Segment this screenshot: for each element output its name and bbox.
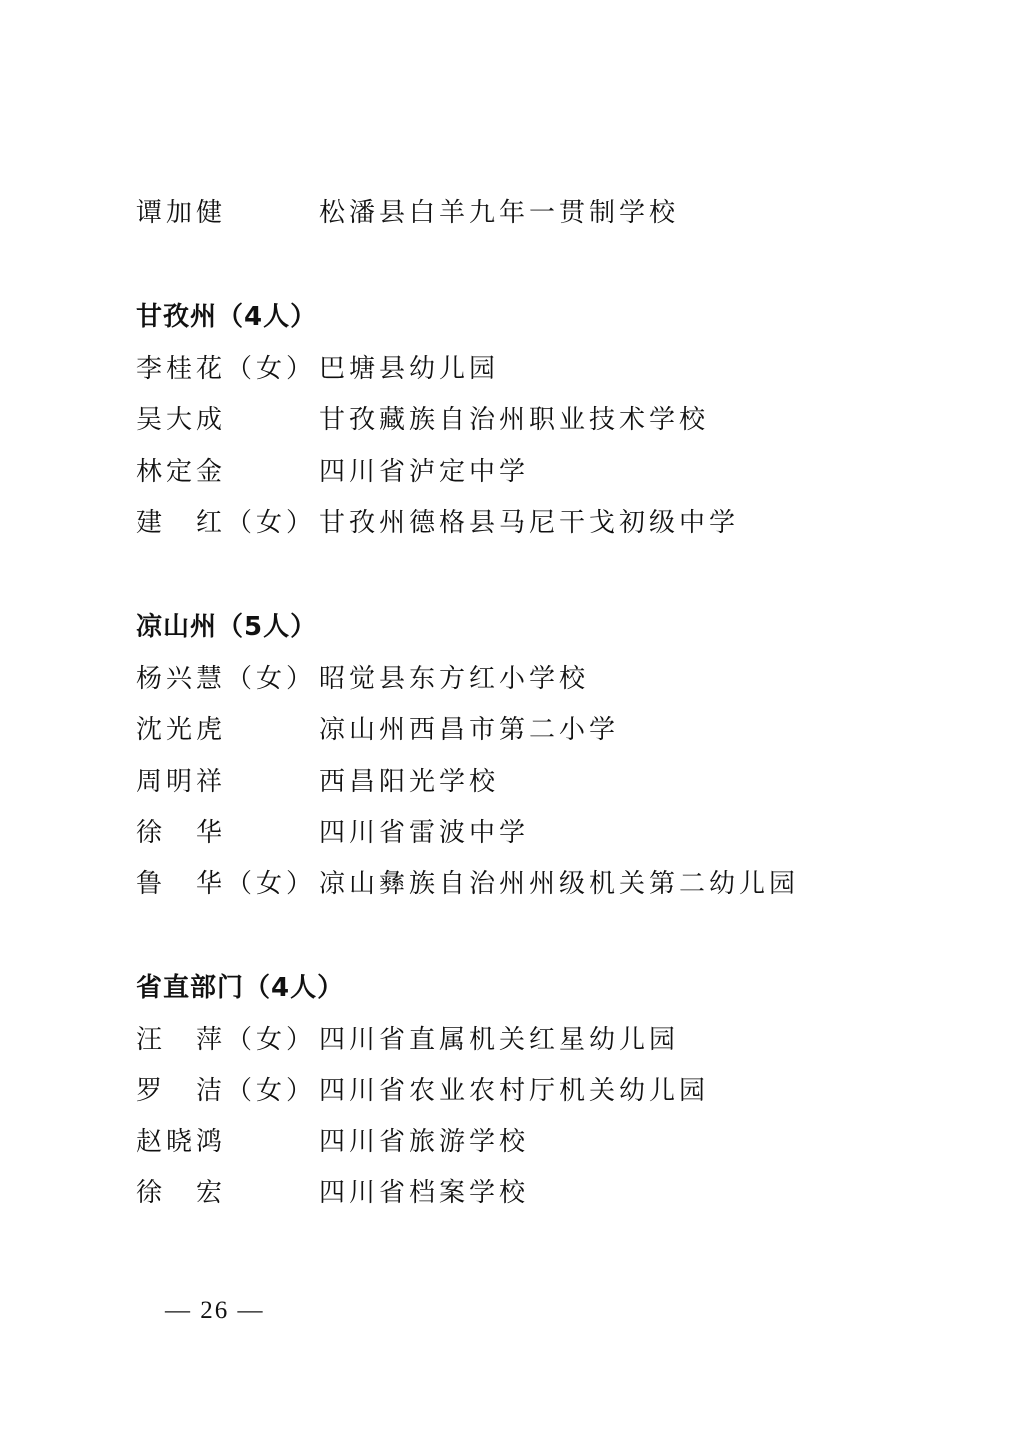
awardee-organization: 四川省泸定中学 — [319, 457, 530, 487]
awardee-organization: 四川省农业农村厅机关幼儿园 — [319, 1076, 710, 1106]
awardee-name: 谭加健 — [136, 198, 227, 228]
awardee-name: 杨兴慧（女） — [136, 664, 317, 694]
awardee-organization: 甘孜藏族自治州职业技术学校 — [319, 405, 710, 435]
list-item — [136, 503, 896, 543]
awardee-name: 李桂花（女） — [136, 354, 317, 384]
awardee-name: 徐 华 — [136, 818, 227, 848]
list-item — [136, 813, 896, 853]
awardee-organization: 松潘县白羊九年一贯制学校 — [319, 198, 680, 228]
awardee-name: 罗 洁（女） — [136, 1076, 317, 1106]
awardee-organization: 四川省旅游学校 — [319, 1127, 530, 1157]
awardee-name: 赵晓鸿 — [136, 1127, 227, 1157]
awardee-organization: 凉山州西昌市第二小学 — [319, 715, 620, 745]
list-item — [136, 1122, 896, 1162]
awardee-organization: 昭觉县东方红小学校 — [319, 664, 590, 694]
awardee-organization: 四川省直属机关红星幼儿园 — [319, 1025, 680, 1055]
list-item — [136, 710, 896, 750]
awardee-organization: 西昌阳光学校 — [319, 767, 500, 797]
list-item — [136, 1020, 896, 1060]
awardee-name: 徐 宏 — [136, 1178, 227, 1208]
page-number: — 26 — — [165, 1297, 265, 1324]
section-heading-provincial-departments: 省直部门（4人） — [136, 973, 345, 1003]
list-item — [136, 864, 896, 904]
awardee-name: 周明祥 — [136, 767, 227, 797]
awardee-name: 鲁 华（女） — [136, 869, 317, 899]
list-item — [136, 659, 896, 699]
awardee-organization: 四川省档案学校 — [319, 1178, 530, 1208]
list-item — [136, 349, 896, 389]
list-item — [136, 452, 896, 492]
awardee-organization: 巴塘县幼儿园 — [319, 354, 500, 384]
awardee-name: 林定金 — [136, 457, 227, 487]
list-item — [136, 1071, 896, 1111]
list-item — [136, 400, 896, 440]
list-item — [136, 193, 896, 233]
section-heading-ganzi: 甘孜州（4人） — [136, 302, 318, 332]
awardee-organization: 甘孜州德格县马尼干戈初级中学 — [319, 508, 740, 538]
list-item — [136, 1173, 896, 1213]
awardee-organization: 四川省雷波中学 — [319, 818, 530, 848]
list-item — [136, 762, 896, 802]
awardee-name: 沈光虎 — [136, 715, 227, 745]
awardee-name: 吴大成 — [136, 405, 227, 435]
awardee-name: 汪 萍（女） — [136, 1025, 317, 1055]
awardee-name: 建 红（女） — [136, 508, 317, 538]
section-heading-liangshan: 凉山州（5人） — [136, 612, 318, 642]
awardee-organization: 凉山彝族自治州州级机关第二幼儿园 — [319, 869, 800, 899]
